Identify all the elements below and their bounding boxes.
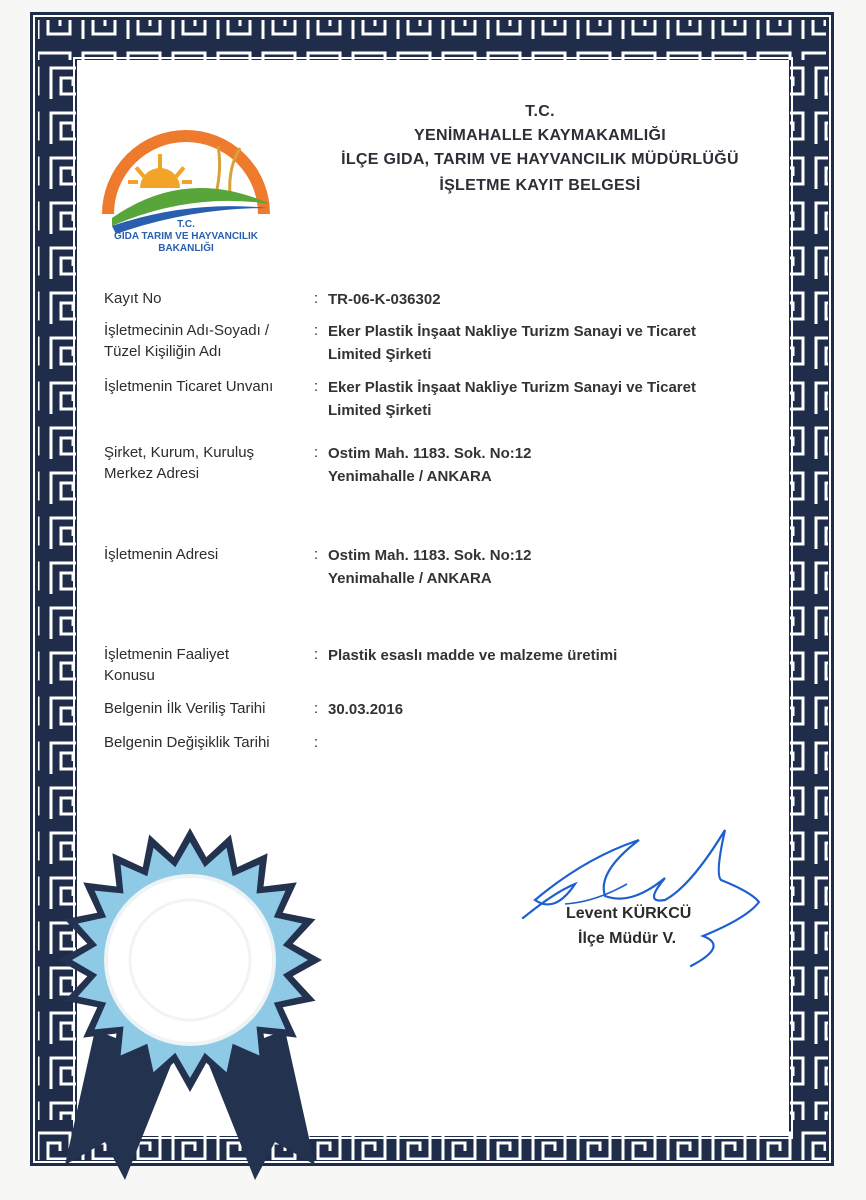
logo-text-bakanligi: BAKANLIĞI [158, 243, 214, 254]
signatory-name: Levent KÜRKCÜ [566, 905, 692, 922]
field-label [104, 442, 309, 484]
header-kaymakamlik: YENİMAHALLE KAYMAKAMLIĞI [414, 127, 666, 144]
field-label: İşletmenin Adresi [104, 546, 219, 563]
field-value: TR-06-K-036302 [328, 291, 441, 308]
field-label-line: Tüzel Kişiliğin Adı [104, 343, 222, 360]
field-colon: : [314, 322, 319, 339]
field-label-line: İşletmecinin Adı-Soyadı / [104, 322, 270, 339]
field-colon: : [314, 646, 319, 663]
field-value-line: Limited Şirketi [328, 402, 432, 419]
field-label-line: Şirket, Kurum, Kuruluş [104, 444, 255, 461]
field-label: Kayıt No [104, 290, 162, 307]
header-mudurluk: İLÇE GIDA, TARIM VE HAYVANCILIK MÜDÜRLÜĞÜ [341, 151, 739, 168]
field-value-line: Yenimahalle / ANKARA [328, 570, 492, 587]
field-colon: : [314, 734, 319, 751]
field-value-line: Ostim Mah. 1183. Sok. No:12 [328, 547, 532, 564]
field-label: Belgenin İlk Veriliş Tarihi [104, 700, 266, 717]
field-label-line: İşletmenin Faaliyet [104, 646, 230, 663]
field-label [104, 644, 309, 686]
field-colon: : [314, 290, 319, 307]
field-value-line: Eker Plastik İnşaat Nakliye Turizm Sanayi ve Ticaret [328, 379, 696, 396]
signatory-title: İlçe Müdür V. [578, 930, 677, 947]
field-label-line: Merkez Adresi [104, 465, 200, 482]
field-label [104, 320, 309, 362]
field-value-line: Yenimahalle / ANKARA [328, 468, 492, 485]
field-value-line: Ostim Mah. 1183. Sok. No:12 [328, 445, 532, 462]
logo-text-ministry: GIDA TARIM VE HAYVANCILIK [114, 231, 258, 242]
field-value [328, 376, 768, 422]
field-colon: : [314, 444, 319, 461]
field-label: Belgenin Değişiklik Tarihi [104, 734, 270, 751]
field-value [328, 442, 768, 488]
field-value-line: Eker Plastik İnşaat Nakliye Turizm Sanayi ve Ticaret [328, 323, 696, 340]
field-label-line: Konusu [104, 667, 155, 684]
field-label: İşletmenin Ticaret Unvanı [104, 378, 274, 395]
logo-text-tc: T.C. [177, 219, 195, 230]
field-value [328, 544, 768, 590]
field-colon: : [314, 700, 319, 717]
field-value: Plastik esaslı madde ve malzeme üretimi [328, 647, 618, 664]
field-value: 30.03.2016 [328, 701, 404, 718]
ribbon-seal-icon [55, 820, 325, 1180]
header-tc: T.C. [525, 103, 555, 120]
document-title: İŞLETME KAYIT BELGESİ [439, 177, 641, 194]
field-colon: : [314, 546, 319, 563]
field-value [328, 320, 768, 366]
field-value-line: Limited Şirketi [328, 346, 432, 363]
field-colon: : [314, 378, 319, 395]
